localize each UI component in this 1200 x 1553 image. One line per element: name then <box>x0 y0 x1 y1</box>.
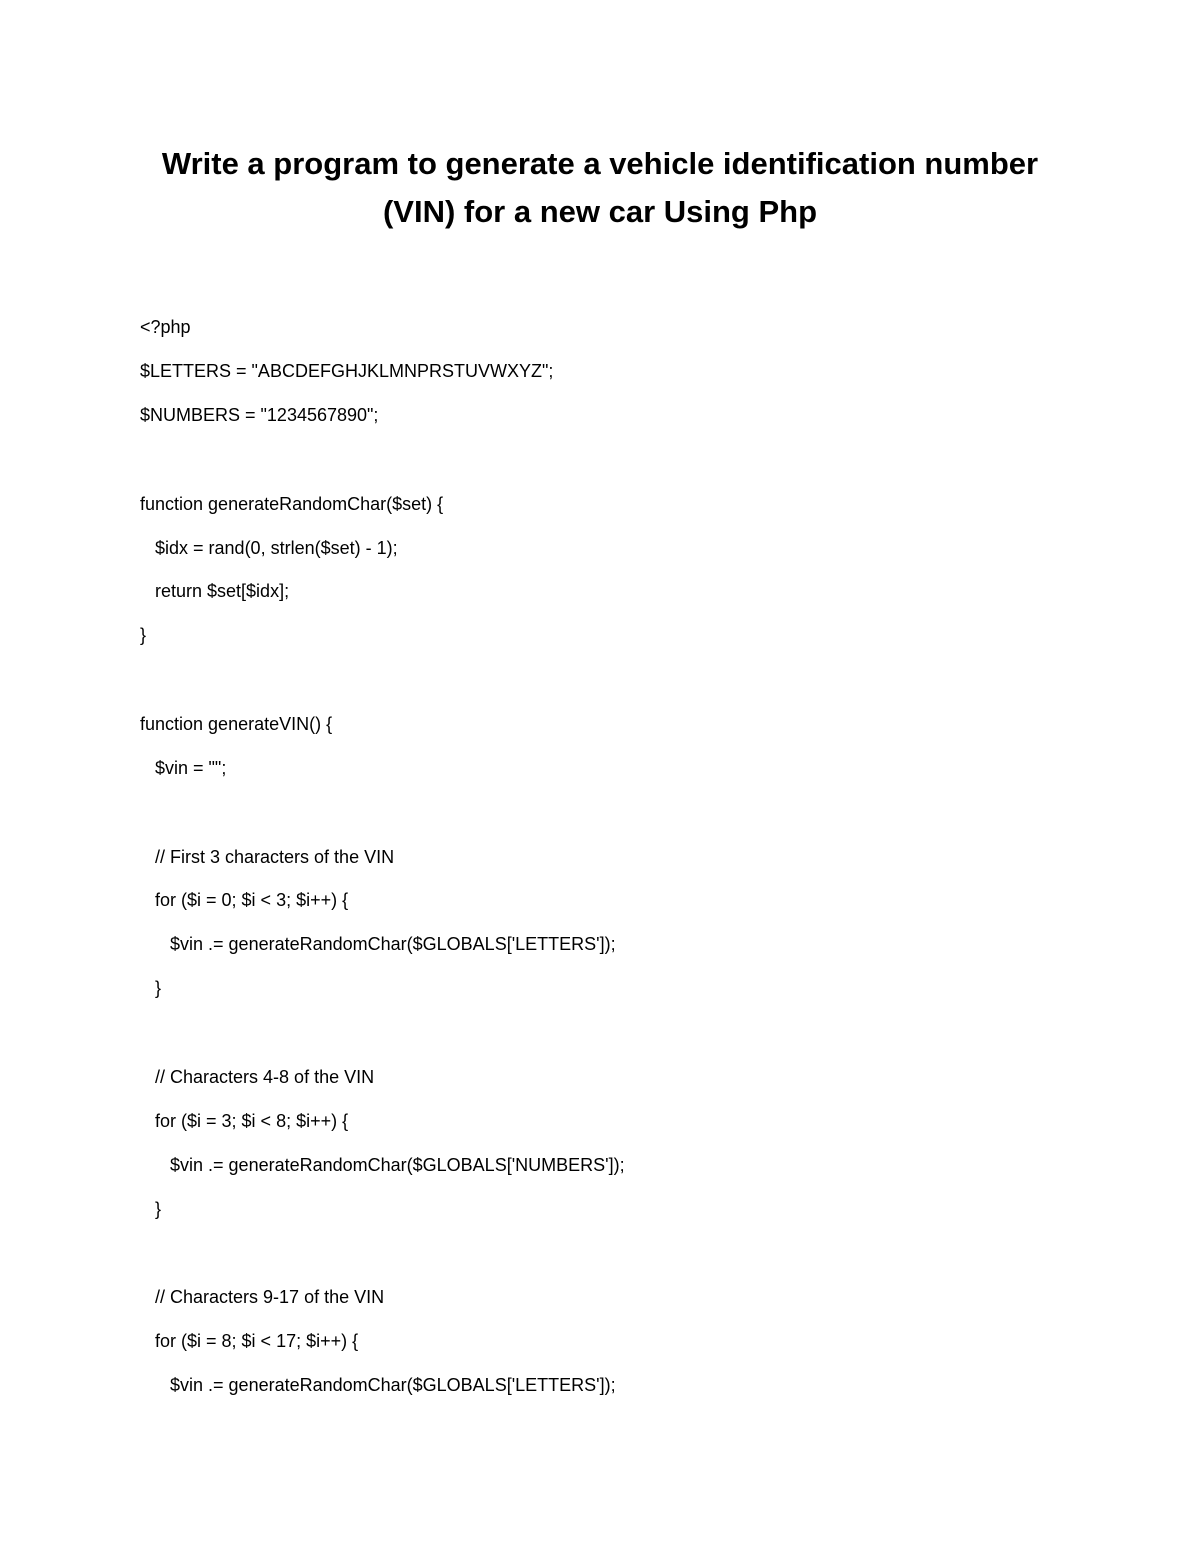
code-line: $idx = rand(0, strlen($set) - 1); <box>140 538 398 558</box>
code-line: <?php <box>140 317 191 337</box>
title-line-2: (VIN) for a new car Using Php <box>382 194 818 229</box>
code-line: $vin .= generateRandomChar($GLOBALS['NUMBERS']); <box>140 1155 625 1175</box>
document-title <box>120 140 1080 236</box>
code-line: // Characters 4-8 of the VIN <box>140 1067 375 1087</box>
code-line: $vin .= generateRandomChar($GLOBALS['LETTERS']); <box>140 1375 616 1395</box>
code-line: function generateVIN() { <box>140 714 333 734</box>
code-line: for ($i = 0; $i < 3; $i++) { <box>140 890 349 910</box>
code-line: } <box>140 978 162 998</box>
code-line: function generateRandomChar($set) { <box>140 494 444 514</box>
code-line: for ($i = 3; $i < 8; $i++) { <box>140 1111 349 1131</box>
code-line: for ($i = 8; $i < 17; $i++) { <box>140 1331 359 1351</box>
code-line: $vin = ""; <box>140 758 227 778</box>
code-line: // First 3 characters of the VIN <box>140 847 395 867</box>
code-line: $vin .= generateRandomChar($GLOBALS['LETTERS']); <box>140 934 616 954</box>
title-line-1: Write a program to generate a vehicle identification number <box>161 146 1039 181</box>
code-line: return $set[$idx]; <box>140 581 290 601</box>
code-line: } <box>140 625 147 645</box>
code-line: // Characters 9-17 of the VIN <box>140 1287 385 1307</box>
code-line: } <box>140 1199 162 1219</box>
code-line: $LETTERS = "ABCDEFGHJKLMNPRSTUVWXYZ"; <box>140 361 554 381</box>
code-line: $NUMBERS = "1234567890"; <box>140 405 379 425</box>
